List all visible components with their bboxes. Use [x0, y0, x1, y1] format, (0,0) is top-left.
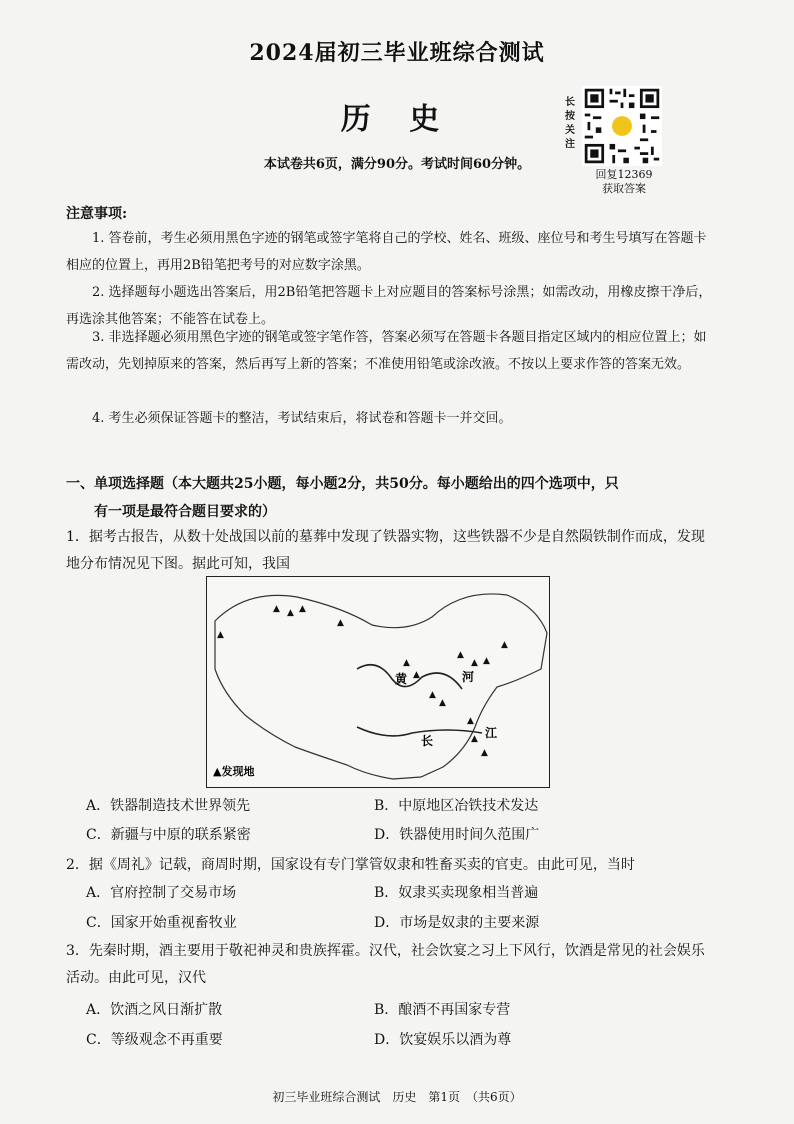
find-site: ▲ [273, 604, 280, 614]
q1-option-b[interactable]: B．中原地区冶铁技术发达 [374, 798, 539, 814]
q1-option-d[interactable]: D．铁器使用时间久范围广 [374, 827, 540, 843]
section-heading-line1: 一、单项选择题（本大题共25小题，每小题2分，共50分。每小题给出的四个选项中，只 [66, 476, 619, 492]
qr-caption-line2: 获取答案 [602, 182, 646, 195]
qr-side-text: 长按关注 [565, 97, 575, 150]
label-huang: 黄 [395, 672, 408, 686]
q2-option-d[interactable]: D．市场是奴隶的主要来源 [374, 915, 540, 931]
notice-item-2: 2. 选择题每小题选出答案后，用2B铅笔把答题卡上对应题目的答案标号涂黑；如需改动，用橡皮擦干净后，再选涂其他答案；不能答在试卷上。 [66, 285, 712, 327]
q1-option-a[interactable]: A．铁器制造技术世界领先 [86, 798, 251, 814]
q2-option-a[interactable]: A．官府控制了交易市场 [86, 885, 237, 901]
find-site: ▲ [439, 698, 446, 708]
subject-title: 历 史 [340, 102, 454, 137]
find-site: ▲ [299, 604, 306, 614]
section-heading-line2: 有一项是最符合题目要求的） [94, 504, 276, 520]
find-site: ▲ [403, 658, 410, 668]
q2-option-b[interactable]: B．奴隶买卖现象相当普遍 [374, 885, 539, 901]
question-2-stem: 2．据《周礼》记载，商周时期，国家设有专门掌管奴隶和牲畜买卖的官吏。由此可见，当时 [66, 857, 635, 873]
q2-option-c[interactable]: C．国家开始重视畜牧业 [86, 915, 237, 931]
label-jiang: 江 [485, 726, 498, 740]
notice-item-1: 1. 答卷前，考生必须用黑色字迹的钢笔或签字笔将自己的学校、姓名、班级、座位号和考生号填写在答题卡相应的位置上，再用2B铅笔把考号的对应数字涂黑。 [66, 231, 707, 273]
find-site: ▲ [337, 618, 344, 628]
exam-title: 2024届初三毕业班综合测试 [249, 40, 545, 66]
section-heading [66, 470, 716, 526]
find-site: ▲ [467, 716, 474, 726]
notice-item-3: 3. 非选择题必须用黑色字迹的钢笔或签字笔作答，答案必须写在答题卡各题目指定区域内的相应位置上；如需改动，先划掉原来的答案，然后再写上新的答案；不准使用铅笔或涂改液。不按以上要求作答的答案无效。 [66, 330, 707, 372]
map-drawing [207, 577, 549, 787]
qr-caption-line1: 回复12369 [595, 168, 653, 181]
label-he: 河 [462, 670, 475, 684]
notice-item-4: 4. 考生必须保证答题卡的整洁，考试结束后，将试卷和答题卡一并交回。 [92, 411, 512, 426]
qr-code-icon[interactable] [582, 86, 662, 166]
find-site: ▲ [287, 608, 294, 618]
label-chang: 长 [421, 734, 434, 748]
q1-option-c[interactable]: C．新疆与中原的联系紧密 [86, 827, 251, 843]
iron-finds-map [206, 576, 550, 788]
find-site: ▲ [429, 690, 436, 700]
page-footer: 初三毕业班综合测试 历史 第1页 （共6页） [272, 1090, 522, 1104]
find-site: ▲ [481, 748, 488, 758]
find-site: ▲ [457, 650, 464, 660]
find-site: ▲ [217, 630, 224, 640]
qr-caption [578, 168, 670, 196]
find-site: ▲ [413, 670, 420, 680]
q3-option-d[interactable]: D．饮宴娱乐以酒为尊 [374, 1032, 512, 1048]
find-site: ▲ [501, 640, 508, 650]
question-1-stem: 1．据考古报告，从数十处战国以前的墓葬中发现了铁器实物，这些铁器不少是自然陨铁制作而成，发现地分布情况见下图。据此可知，我国 [66, 529, 705, 572]
find-site: ▲ [471, 658, 478, 668]
q3-option-a[interactable]: A．饮酒之风日渐扩散 [86, 1002, 223, 1018]
q3-option-b[interactable]: B．酿酒不再国家专营 [374, 1002, 511, 1018]
question-3-stem: 3．先秦时期，酒主要用于敬祀神灵和贵族挥霍。汉代，社会饮宴之习上下风行，饮酒是常见的社会娱乐活动。由此可见，汉代 [66, 943, 705, 986]
map-legend: ▲发现地 [213, 765, 255, 778]
notice-heading: 注意事项: [66, 206, 128, 222]
find-site: ▲ [471, 734, 478, 744]
q3-option-c[interactable]: C．等级观念不再重要 [86, 1032, 223, 1048]
exam-info: 本试卷共6页，满分90分。考试时间60分钟。 [263, 157, 531, 172]
find-site: ▲ [483, 656, 490, 666]
